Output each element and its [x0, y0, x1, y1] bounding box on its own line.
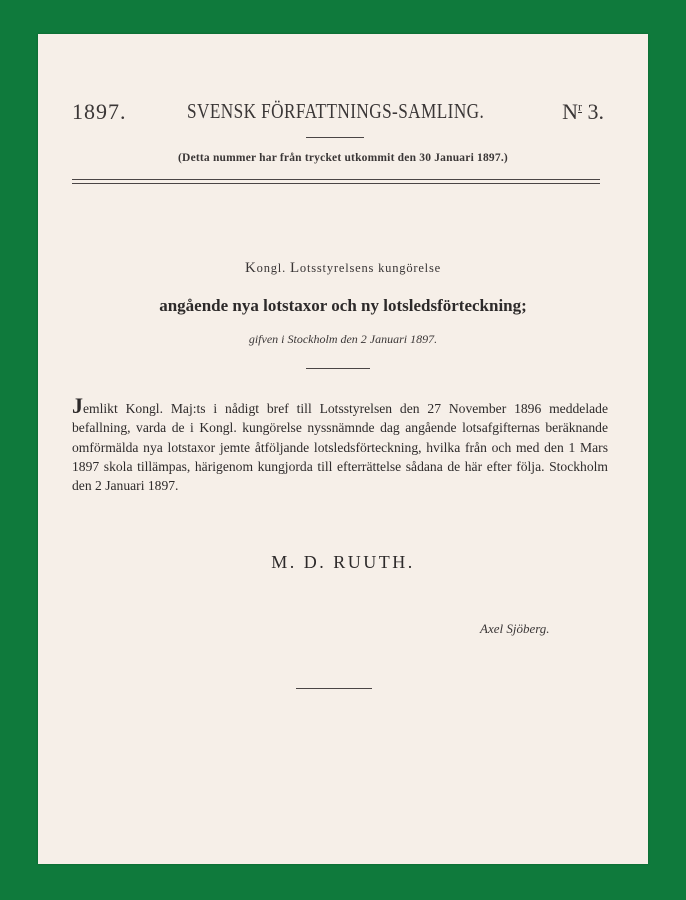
signature: M. D. RUUTH.	[271, 552, 415, 572]
issuer-initial-k: K	[245, 260, 257, 276]
header-year: 1897.	[72, 99, 127, 124]
issuer-part-1: ongl.	[256, 261, 290, 275]
body-dropcap: J	[72, 393, 83, 418]
issue-number-value: 3.	[582, 99, 604, 124]
issue-number-superscript: r	[578, 99, 582, 114]
issuer-line	[38, 260, 648, 277]
body-text: emlikt Kongl. Maj:ts i nådigt bref till Lotsstyrelsen den 27 November 1896 meddelade befallning, varda de i Kongl. kungörelse nyssnämnde dag angående lotsafgifternas beräknande omförmälda nya lotstaxor jemte åtföljande lotsledsförteckning, hvilka från och med den 1 Mars 1897 skola tillämpas, härigenom kungjorda till efterrättelse sådana de här efter följa. Stockholm den 2 Januari 1897.	[72, 401, 608, 494]
document-page	[38, 34, 648, 864]
announcement-heading: angående nya lotstaxor och ny lotsledsförteckning;	[159, 296, 527, 315]
document-header	[72, 99, 604, 129]
header-collection-title: SVENSK FÖRFATTNINGS-SAMLING.	[187, 99, 485, 123]
issuer-part-2: otsstyrelsens kungörelse	[299, 261, 441, 275]
publication-note: (Detta nummer har från trycket utkommit den 30 Januari 1897.)	[178, 152, 508, 164]
header-issue-number	[562, 99, 604, 125]
body-paragraph	[72, 393, 608, 495]
section-divider	[306, 368, 370, 369]
double-rule-divider	[72, 179, 600, 184]
issue-number-prefix: N	[562, 99, 578, 124]
header-divider	[306, 137, 364, 138]
announcement-given-line: gifven i Stockholm den 2 Januari 1897.	[248, 332, 438, 346]
countersignature: Axel Sjöberg.	[480, 621, 550, 636]
footer-divider	[296, 688, 372, 689]
issuer-initial-l: L	[289, 260, 300, 276]
